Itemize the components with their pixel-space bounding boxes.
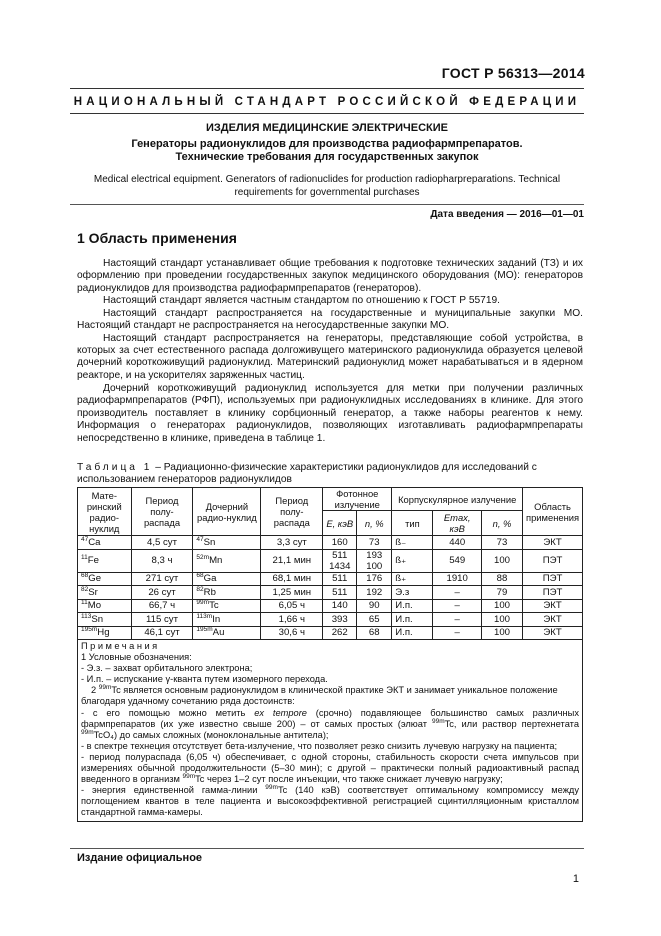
cell-mother: $^{82}$Sr <box>78 586 132 600</box>
cell-energy: 511 <box>323 586 357 600</box>
cell-emax: 1910 <box>433 572 481 586</box>
notes-title: Примечания <box>81 641 160 651</box>
cell-daughter: $^{47}$Sn <box>193 536 261 550</box>
date-divider <box>70 204 584 205</box>
paragraph-2: Настоящий стандарт является частным стандартом по отношению к ГОСТ Р 55719. <box>103 295 501 306</box>
cell-yield-2: 100 <box>481 613 522 627</box>
cell-emax: – <box>433 626 481 640</box>
cell-half-life-2: 21,1 мин <box>261 549 323 572</box>
cell-mother: $^{47}$Ca <box>78 536 132 550</box>
table-notes <box>78 640 583 822</box>
cell-area: ПЭТ <box>523 549 583 572</box>
cell-emax: – <box>433 613 481 627</box>
cell-yield-2: 79 <box>481 586 522 600</box>
cell-half-life-2: 30,6 ч <box>261 626 323 640</box>
cell-type: ß₊ <box>392 572 433 586</box>
header-half-life-1: Период полу-распада <box>131 488 193 536</box>
header-yield-2: n, % <box>481 511 522 536</box>
cell-half-life-1: 8,3 ч <box>131 549 193 572</box>
table-row <box>78 586 583 600</box>
header-divider-bottom <box>70 113 584 114</box>
edition-label: Издание официальное <box>77 852 203 864</box>
document-code: ГОСТ Р 56313—2014 <box>441 65 585 81</box>
table-row <box>78 572 583 586</box>
header-half-life-2: Период полу-распада <box>261 488 323 536</box>
header-yield: n, % <box>357 511 392 536</box>
cell-type: ß₋ <box>392 536 433 550</box>
cell-area: ЭКТ <box>523 613 583 627</box>
cell-yield: 90 <box>357 599 392 613</box>
cell-area: ПЭТ <box>523 572 583 586</box>
cell-half-life-2: 3,3 сут <box>261 536 323 550</box>
cell-half-life-2: 1,66 ч <box>261 613 323 627</box>
cell-mother: $^{11}$Mo <box>78 599 132 613</box>
cell-emax: – <box>433 599 481 613</box>
title-line-1: ИЗДЕЛИЯ МЕДИЦИНСКИЕ ЭЛЕКТРИЧЕСКИЕ <box>205 122 449 134</box>
note-2a: - с его помощью можно метить ex tempore (срочно) подавляющее большинство самых различных фармпрепаратов (их уже известно свыше 200) – от самых простых (элюат $^{99m}$Tc, или раствор пертехнетата $^{99m}$TcO₄) до самых сложных (моноклональные антитела); <box>81 707 579 740</box>
cell-half-life-2: 6,05 ч <box>261 599 323 613</box>
cell-yield: 192 <box>357 586 392 600</box>
cell-area: ЭКТ <box>523 626 583 640</box>
cell-energy: 140 <box>323 599 357 613</box>
cell-daughter: $^{113m}$In <box>193 613 261 627</box>
cell-daughter: $^{52m}$Mn <box>193 549 261 572</box>
header-photon: Фотонное излучение <box>323 488 392 511</box>
cell-emax: – <box>433 586 481 600</box>
note-1a: - Э.з. – захват орбитального электрона; <box>81 663 253 674</box>
cell-mother: $^{11}$Fe <box>78 549 132 572</box>
national-standard-banner: НАЦИОНАЛЬНЫЙ СТАНДАРТ РОССИЙСКОЙ ФЕДЕРАЦИИ <box>73 96 581 108</box>
cell-energy: 262 <box>323 626 357 640</box>
cell-yield: 73 <box>357 536 392 550</box>
table-row <box>78 599 583 613</box>
cell-type: И.п. <box>392 613 433 627</box>
paragraph-4: Настоящий стандарт распространяется на генераторы, представляющие собой устройства, в которых за счет естественного распада долгоживущего материнского радионуклида образуется целевой дочерний короткоживущий радионуклид. Материнский радионуклид может нарабатываться и в ядерном реакторе, и на ускорителях заряженных частиц. <box>77 332 583 381</box>
cell-daughter: $^{82}$Rb <box>193 586 261 600</box>
header-energy: E, кэВ <box>323 511 357 536</box>
title-line-3: Технические требования для государственных закупок <box>175 151 479 163</box>
header-divider <box>70 88 584 89</box>
cell-emax: 549 <box>433 549 481 572</box>
cell-energy: 393 <box>323 613 357 627</box>
cell-half-life-1: 66,7 ч <box>131 599 193 613</box>
paragraph-3: Настоящий стандарт распространяется на государственные и муниципальные закупки МО. Настоящий стандарт не распространяется на негосударственные закупки МО. <box>77 307 583 331</box>
cell-yield: 193 100 <box>357 549 392 572</box>
cell-type: ß₊ <box>392 549 433 572</box>
header-mother: Мате-ринский радио-нуклид <box>78 488 132 536</box>
title-block <box>70 122 584 164</box>
note-2d: - энергия единственной гамма-линии $^{99m}$Tc (140 кэВ) соответствует оптимальному компромиссу между поглощением квантов в теле пациента и высокоэффективной регистрацией сцинтилляционным кристаллом стандартной гамма-камеры. <box>81 784 579 818</box>
header-emax: Emax, кэВ <box>433 511 481 536</box>
cell-half-life-1: 271 сут <box>131 572 193 586</box>
cell-yield-2: 100 <box>481 549 522 572</box>
cell-energy: 160 <box>323 536 357 550</box>
note-1: 1 Условные обозначения: <box>81 652 192 663</box>
title-english: Medical electrical equipment. Generators of radionuclides for production radiopharpreparations. Technical requirements for governmental purchases <box>93 174 561 198</box>
cell-half-life-1: 4,5 сут <box>131 536 193 550</box>
paragraph-1: Настоящий стандарт устанавливает общие требования к подготовке технических заданий (ТЗ) и их оформлению при проведении государственных закупок медицинского оборудования (МО): генераторов радионуклидов для производства радиофармпрепаратов (генераторов). <box>77 258 583 294</box>
header-daughter: Дочерний радио-нуклид <box>193 488 261 536</box>
table-row <box>78 626 583 640</box>
cell-mother: $^{195m}$Hg <box>78 626 132 640</box>
cell-daughter: $^{68}$Ga <box>193 572 261 586</box>
table-caption-label: Таблица 1 <box>77 462 153 473</box>
cell-type: И.п. <box>392 626 433 640</box>
cell-half-life-1: 46,1 сут <box>131 626 193 640</box>
footer-divider <box>70 848 584 849</box>
note-2c: - период полураспада (6,05 ч) обеспечивает, с одной стороны, стабильность скорости счета импульсов при измерениях обычной продолжительности (5–30 мин); с другой – практически полный радиоактивный распад введенного в организм $^{99m}$Tc через 1–2 сут после инъекции, что также снижает лучевую нагрузку; <box>81 751 579 785</box>
cell-area: ПЭТ <box>523 586 583 600</box>
cell-mother: $^{68}$Ge <box>78 572 132 586</box>
table-caption <box>77 462 583 485</box>
header-area: Область применения <box>523 488 583 536</box>
paragraph-5: Дочерний короткоживущий радионуклид используется для метки при получении различных радиофармпрепаратов (РФП), используемых при радионуклидных исследованиях в клинике. Для этого производитель поставляет в клинику сорбционный генератор, а также наборы реагентов к нему. Информация о генераторах радионуклидов, позволяющих изготавливать радиофармпрепараты непосредственно в клинике, приведена в таблице 1. <box>77 383 583 444</box>
cell-mother: $^{113}$Sn <box>78 613 132 627</box>
cell-daughter: $^{195m}$Au <box>193 626 261 640</box>
cell-type: И.п. <box>392 599 433 613</box>
cell-energy: 511 1434 <box>323 549 357 572</box>
cell-area: ЭКТ <box>523 599 583 613</box>
cell-yield-2: 73 <box>481 536 522 550</box>
table-row <box>78 613 583 627</box>
cell-yield-2: 100 <box>481 599 522 613</box>
header-corpuscular: Корпускулярное излучение <box>392 488 523 511</box>
cell-area: ЭКТ <box>523 536 583 550</box>
section-heading: 1 Область применения <box>77 230 237 246</box>
table-row <box>78 536 583 550</box>
cell-yield-2: 100 <box>481 626 522 640</box>
cell-emax: 440 <box>433 536 481 550</box>
title-line-2: Генераторы радионуклидов для производства радиофармпрепаратов. <box>131 138 523 150</box>
cell-yield: 176 <box>357 572 392 586</box>
cell-type: Э.з <box>392 586 433 600</box>
table-row <box>78 549 583 572</box>
cell-half-life-2: 1,25 мин <box>261 586 323 600</box>
cell-half-life-1: 115 сут <box>131 613 193 627</box>
cell-yield: 68 <box>357 626 392 640</box>
radionuclide-table <box>77 487 583 822</box>
table-caption-text: – Радиационно-физические характеристики радионуклидов для исследований с использованием генераторов радионуклидов <box>77 462 537 485</box>
cell-yield: 65 <box>357 613 392 627</box>
cell-half-life-2: 68,1 мин <box>261 572 323 586</box>
cell-daughter: $^{99m}$Tc <box>193 599 261 613</box>
page-number: 1 <box>572 873 579 885</box>
header-type: тип <box>392 511 433 536</box>
cell-half-life-1: 26 сут <box>131 586 193 600</box>
note-2b: - в спектре технеция отсутствует бета-излучение, что позволяет резко снизить лучевую нагрузку на пациента; <box>81 740 558 751</box>
cell-energy: 511 <box>323 572 357 586</box>
note-1b: - И.п. – испускание γ-кванта путем изомерного перехода. <box>81 674 328 685</box>
note-2: 2 $^{99m}$Tc является основным радионуклидом в клинической практике ЭКТ и занимает уникальное положение благодаря удачному сочетанию ряда достоинств: <box>81 684 558 707</box>
introduction-date: Дата введения — 2016—01—01 <box>430 209 584 220</box>
cell-yield-2: 88 <box>481 572 522 586</box>
